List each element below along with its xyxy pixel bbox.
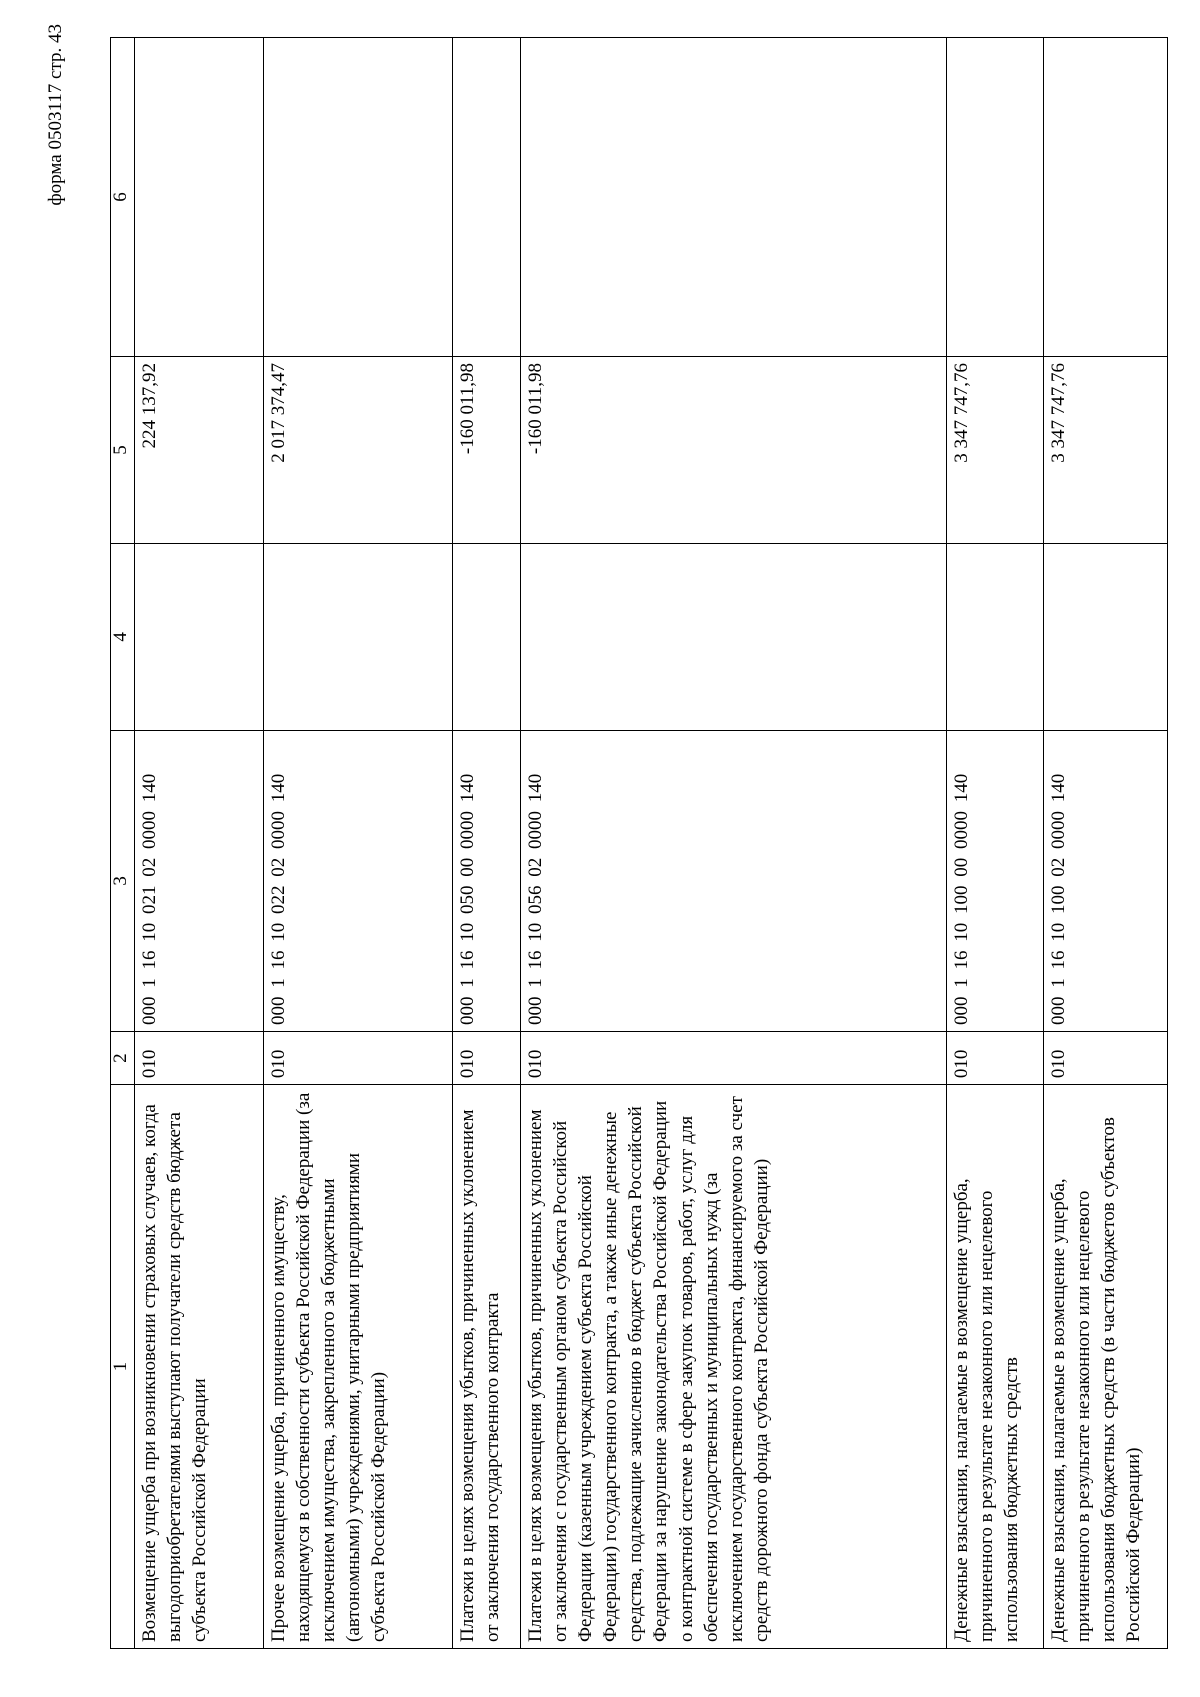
column-header: 1: [111, 1085, 135, 1649]
amount-value: 3 347 747,76: [1043, 357, 1167, 544]
form-page-label: форма 0503117 стр. 43: [45, 24, 66, 206]
line-code: 010: [135, 1032, 264, 1085]
line-code: 010: [263, 1032, 453, 1085]
row-name: Денежные взыскания, налагаемые в возмещение ущерба, причиненного в результате незаконного или нецелевого использования бюджетных средств (в части бюджетов субъектов Российской Федерации): [1043, 1085, 1167, 1649]
amount-value: -160 011,98: [453, 357, 521, 544]
table-row: [263, 38, 453, 1649]
budget-class-code: 000 1 16 10 100 00 0000 140: [946, 730, 1043, 1031]
table-row: [135, 38, 264, 1649]
row-name: Платежи в целях возмещения убытков, причиненных уклонением от заключения государственного контракта: [453, 1085, 521, 1649]
budget-class-code: 000 1 16 10 022 02 0000 140: [263, 730, 453, 1031]
amount-value: 3 347 747,76: [946, 357, 1043, 544]
budget-class-code: 000 1 16 10 056 02 0000 140: [521, 730, 947, 1031]
report-table: [110, 37, 1168, 1649]
col6-value: [263, 38, 453, 357]
column-header: 2: [111, 1032, 135, 1085]
col4-value: [453, 543, 521, 730]
col4-value: [521, 543, 947, 730]
line-code: 010: [453, 1032, 521, 1085]
row-name: Денежные взыскания, налагаемые в возмещение ущерба, причиненного в результате незаконного или нецелевого использования бюджетных средств: [946, 1085, 1043, 1649]
amount-value: 2 017 374,47: [263, 357, 453, 544]
budget-class-code: 000 1 16 10 021 02 0000 140: [135, 730, 264, 1031]
amount-value: -160 011,98: [521, 357, 947, 544]
col6-value: [1043, 38, 1167, 357]
budget-class-code: 000 1 16 10 050 00 0000 140: [453, 730, 521, 1031]
line-code: 010: [521, 1032, 947, 1085]
col6-value: [946, 38, 1043, 357]
table-row: [521, 38, 947, 1649]
col4-value: [1043, 543, 1167, 730]
column-header: 4: [111, 543, 135, 730]
row-name: Прочее возмещение ущерба, причиненного имуществу, находящемуся в собственности субъекта Российской Федерации (за исключением имущества, закрепленного за бюджетными (автономными) учреждениями, унитарными предприятиями субъекта Российской Федерации): [263, 1085, 453, 1649]
column-number-row: [111, 38, 135, 1649]
col4-value: [263, 543, 453, 730]
line-code: 010: [1043, 1032, 1167, 1085]
column-header: 5: [111, 357, 135, 544]
table-row: [946, 38, 1043, 1649]
budget-class-code: 000 1 16 10 100 02 0000 140: [1043, 730, 1167, 1031]
col6-value: [135, 38, 264, 357]
column-header: 6: [111, 38, 135, 357]
row-name: Возмещение ущерба при возникновении страховых случаев, когда выгодоприобретателями выступают получатели средств бюджета субъекта Российской Федерации: [135, 1085, 264, 1649]
col4-value: [135, 543, 264, 730]
line-code: 010: [946, 1032, 1043, 1085]
table-row: [1043, 38, 1167, 1649]
table-row: [453, 38, 521, 1649]
column-header: 3: [111, 730, 135, 1031]
col6-value: [453, 38, 521, 357]
col6-value: [521, 38, 947, 357]
amount-value: 224 137,92: [135, 357, 264, 544]
col4-value: [946, 543, 1043, 730]
row-name: Платежи в целях возмещения убытков, причиненных уклонением от заключения с государственным органом субъекта Российской Федерации (казенным учреждением субъекта Российской Федерации) государственного контракта, а также иные денежные средства, подлежащие зачислению в бюджет субъекта Российской Федерации за нарушение законодательства Российской Федерации о контрактной системе в сфере закупок товаров, работ, услуг для обеспечения государственных и муниципальных нужд (за исключением государственного контракта, финансируемого за счет средств дорожного фонда субъекта Российской Федерации): [521, 1085, 947, 1649]
